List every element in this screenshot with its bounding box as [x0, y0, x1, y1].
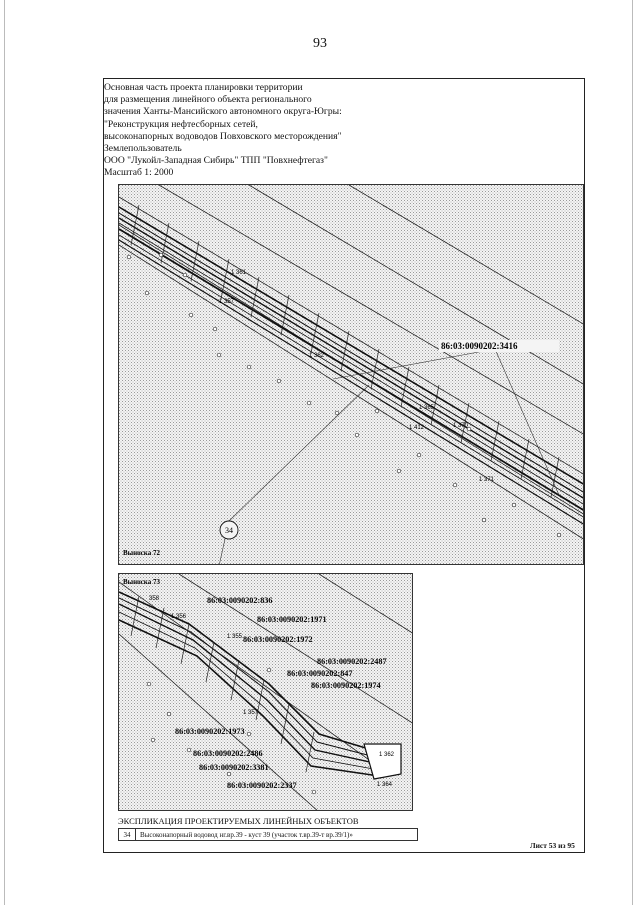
scan-edge-left — [4, 0, 5, 905]
point-label: 1 412 — [409, 425, 425, 431]
point-label: 1 357 — [243, 710, 259, 716]
parcel-label: 86:03:0090202:1971 — [257, 615, 327, 624]
header-line: Масштаб 1: 2000 — [104, 167, 174, 179]
point-label: 1 364 — [377, 782, 393, 788]
point-label: 1 365 — [419, 405, 435, 411]
point-label: 358 — [149, 596, 160, 602]
point-label: 1 370 — [453, 423, 469, 429]
main-map-canvas — [119, 185, 584, 565]
point-label: 1 355 — [227, 634, 243, 640]
inset-map-canvas — [119, 574, 413, 811]
scan-edge-right — [632, 0, 633, 905]
page-number: 93 — [313, 36, 327, 51]
callout-label: Выноска 73 — [123, 578, 160, 586]
point-label: 1 361 — [231, 270, 247, 276]
parcel-label: 86:03:0090202:847 — [287, 669, 353, 678]
parcel-label: 86:03:0090202:1973 — [175, 727, 245, 736]
inset-map[interactable] — [118, 573, 413, 811]
main-map[interactable] — [118, 184, 584, 565]
point-label: 1 357 — [219, 299, 235, 305]
parcel-label: 86:03:0090202:2487 — [317, 657, 387, 666]
parcel-label: 86:03:0090202:1974 — [311, 681, 381, 690]
point-label: 1 356 — [171, 614, 187, 620]
legend-row — [118, 828, 418, 841]
point-label: 1 362 — [309, 353, 325, 359]
header-line: Землепользователь — [104, 143, 182, 155]
point-label: 1 362 — [379, 752, 395, 758]
parcel-label: 86:03:0090202:2486 — [193, 749, 263, 758]
document-header — [104, 82, 574, 180]
parcel-label: 86:03:0090202:1972 — [243, 635, 313, 644]
header-line: для размещения линейного объекта регионального — [104, 94, 312, 106]
parcel-label: 86:03:0090202:3381 — [199, 763, 269, 772]
callout-label: Выноска 72 — [123, 549, 160, 557]
legend-item-text: Высоконапорный водовод нг.вр.39 - куст 39 (участок т.вр.39-т вр.39/1)» — [140, 830, 353, 839]
header-line: значения Ханты-Мансийского автономного округа-Югры: — [104, 106, 342, 118]
header-line: ООО "Лукойл-Западная Сибирь" ТПП "Повхнефтегаз" — [104, 155, 328, 167]
parcel-label: 86:03:0090202:836 — [207, 596, 273, 605]
object-marker-number: 34 — [225, 526, 233, 535]
terrain-background — [119, 185, 584, 565]
header-line: "Реконструкция нефтесборных сетей, — [104, 118, 258, 130]
parcel-label: 86:03:0090202:2337 — [227, 781, 297, 790]
header-line: высоконапорных водоводов Повховского месторождения" — [104, 130, 342, 142]
terrain-background — [119, 574, 413, 811]
parcel-label: 86:03:0090202:3416 — [441, 341, 518, 351]
legend-item-number: 34 — [119, 829, 136, 840]
point-label: 1 371 — [479, 477, 495, 483]
sheet-label: Лист 53 из 95 — [530, 841, 575, 850]
legend-title: ЭКСПЛИКАЦИЯ ПРОЕКТИРУЕМЫХ ЛИНЕЙНЫХ ОБЪЕКТОВ — [118, 816, 359, 826]
header-line: Основная часть проекта планировки территории — [104, 82, 303, 93]
